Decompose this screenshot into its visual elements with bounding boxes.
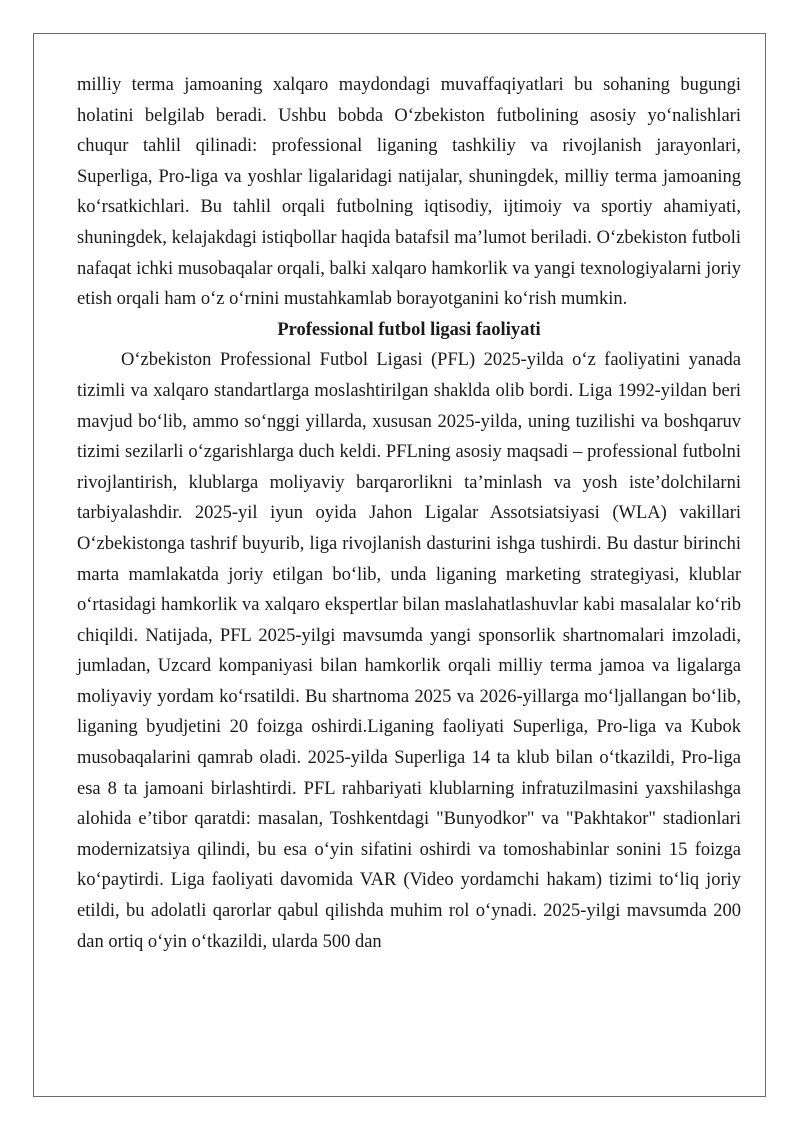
section-heading: Professional futbol ligasi faoliyati	[277, 319, 541, 340]
intro-paragraph: milliy terma jamoaning xalqaro maydondagi muvaffaqiyatlari bu sohaning bugungi holatini belgilab beradi. Ushbu bobda O‘zbekiston futbolining asosiy yo‘nalishlari chuqur tahlil qilinadi: professional liganing tashkiliy va rivojlanish jarayonlari, Superliga, Pro-liga va yoshlar ligalaridagi natijalar, shuningdek, milliy terma jamoaning ko‘rsatkichlari. Bu tahlil orqali futbolning iqtisodiy, ijtimoiy va sportiy ahamiyati, shuningdek, kelajakdagi istiqbollar haqida batafsil ma’lumot beriladi. O‘zbekiston futboli nafaqat ichki musobaqalar orqali, balki xalqaro hamkorlik va yangi texnologiyalarni joriy etish orqali ham o‘z o‘rnini mustahkamlab borayotganini ko‘rish mumkin.	[77, 75, 741, 310]
section-paragraph: O‘zbekiston Professional Futbol Ligasi (PFL) 2025-yilda o‘z faoliyatini yanada tizimli va xalqaro standartlarga moslashtirilgan shaklda olib bordi. Liga 1992-yildan beri mavjud bo‘lib, ammo so‘nggi yillarda, xususan 2025-yilda, uning tuzilishi va boshqaruv tizimi sezilarli o‘zgarishlarga duch keldi. PFLning asosiy maqsadi – professional futbolni rivojlantirish, klublarga moliyaviy barqarorlikni ta’minlash va yosh iste’dolchilarni tarbiyalashdir. 2025-yil iyun oyida Jahon Ligalar Assotsiatsiyasi (WLA) vakillari O‘zbekistonga tashrif buyurib, liga rivojlanish dasturini ishga tushirdi. Bu dastur birinchi marta mamlakatda joriy etilgan bo‘lib, unda liganing marketing strategiyasi, klublar o‘rtasidagi hamkorlik va xalqaro ekspertlar bilan maslahatlashuvlar kabi masalalar ko‘rib chiqildi. Natijada, PFL 2025-yilgi mavsumda yangi sponsorlik shartnomalari imzoladi, jumladan, Uzcard kompaniyasi bilan hamkorlik orqali milliy terma jamoa va ligalarga moliyaviy yordam ko‘rsatildi. Bu shartnoma 2025 va 2026-yillarga mo‘ljallangan bo‘lib, liganing byudjetini 20 foizga oshirdi.Liganing faoliyati Superliga, Pro-liga va Kubok musobaqalarini qamrab oladi. 2025-yilda Superliga 14 ta klub bilan o‘tkazildi, Pro-liga esa 8 ta jamoani birlashtirdi. PFL rahbariyati klublarning infratuzilmasini yaxshilashga alohida e’tibor qaratdi: masalan, Toshkentdagi "Bunyodkor" va "Pakhtakor" stadionlari modernizatsiya qilindi, bu esa o‘yin sifatini oshirdi va tomoshabinlar sonini 15 foizga ko‘paytirdi. Liga faoliyati davomida VAR (Video yordamchi hakam) tizimi to‘liq joriy etildi, bu adolatli qarorlar qabul qilishda muhim rol o‘ynadi. 2025-yilgi mavsumda 200 dan ortiq o‘yin o‘tkazildi, ularda 500 dan	[77, 350, 741, 952]
document-body	[77, 70, 741, 957]
